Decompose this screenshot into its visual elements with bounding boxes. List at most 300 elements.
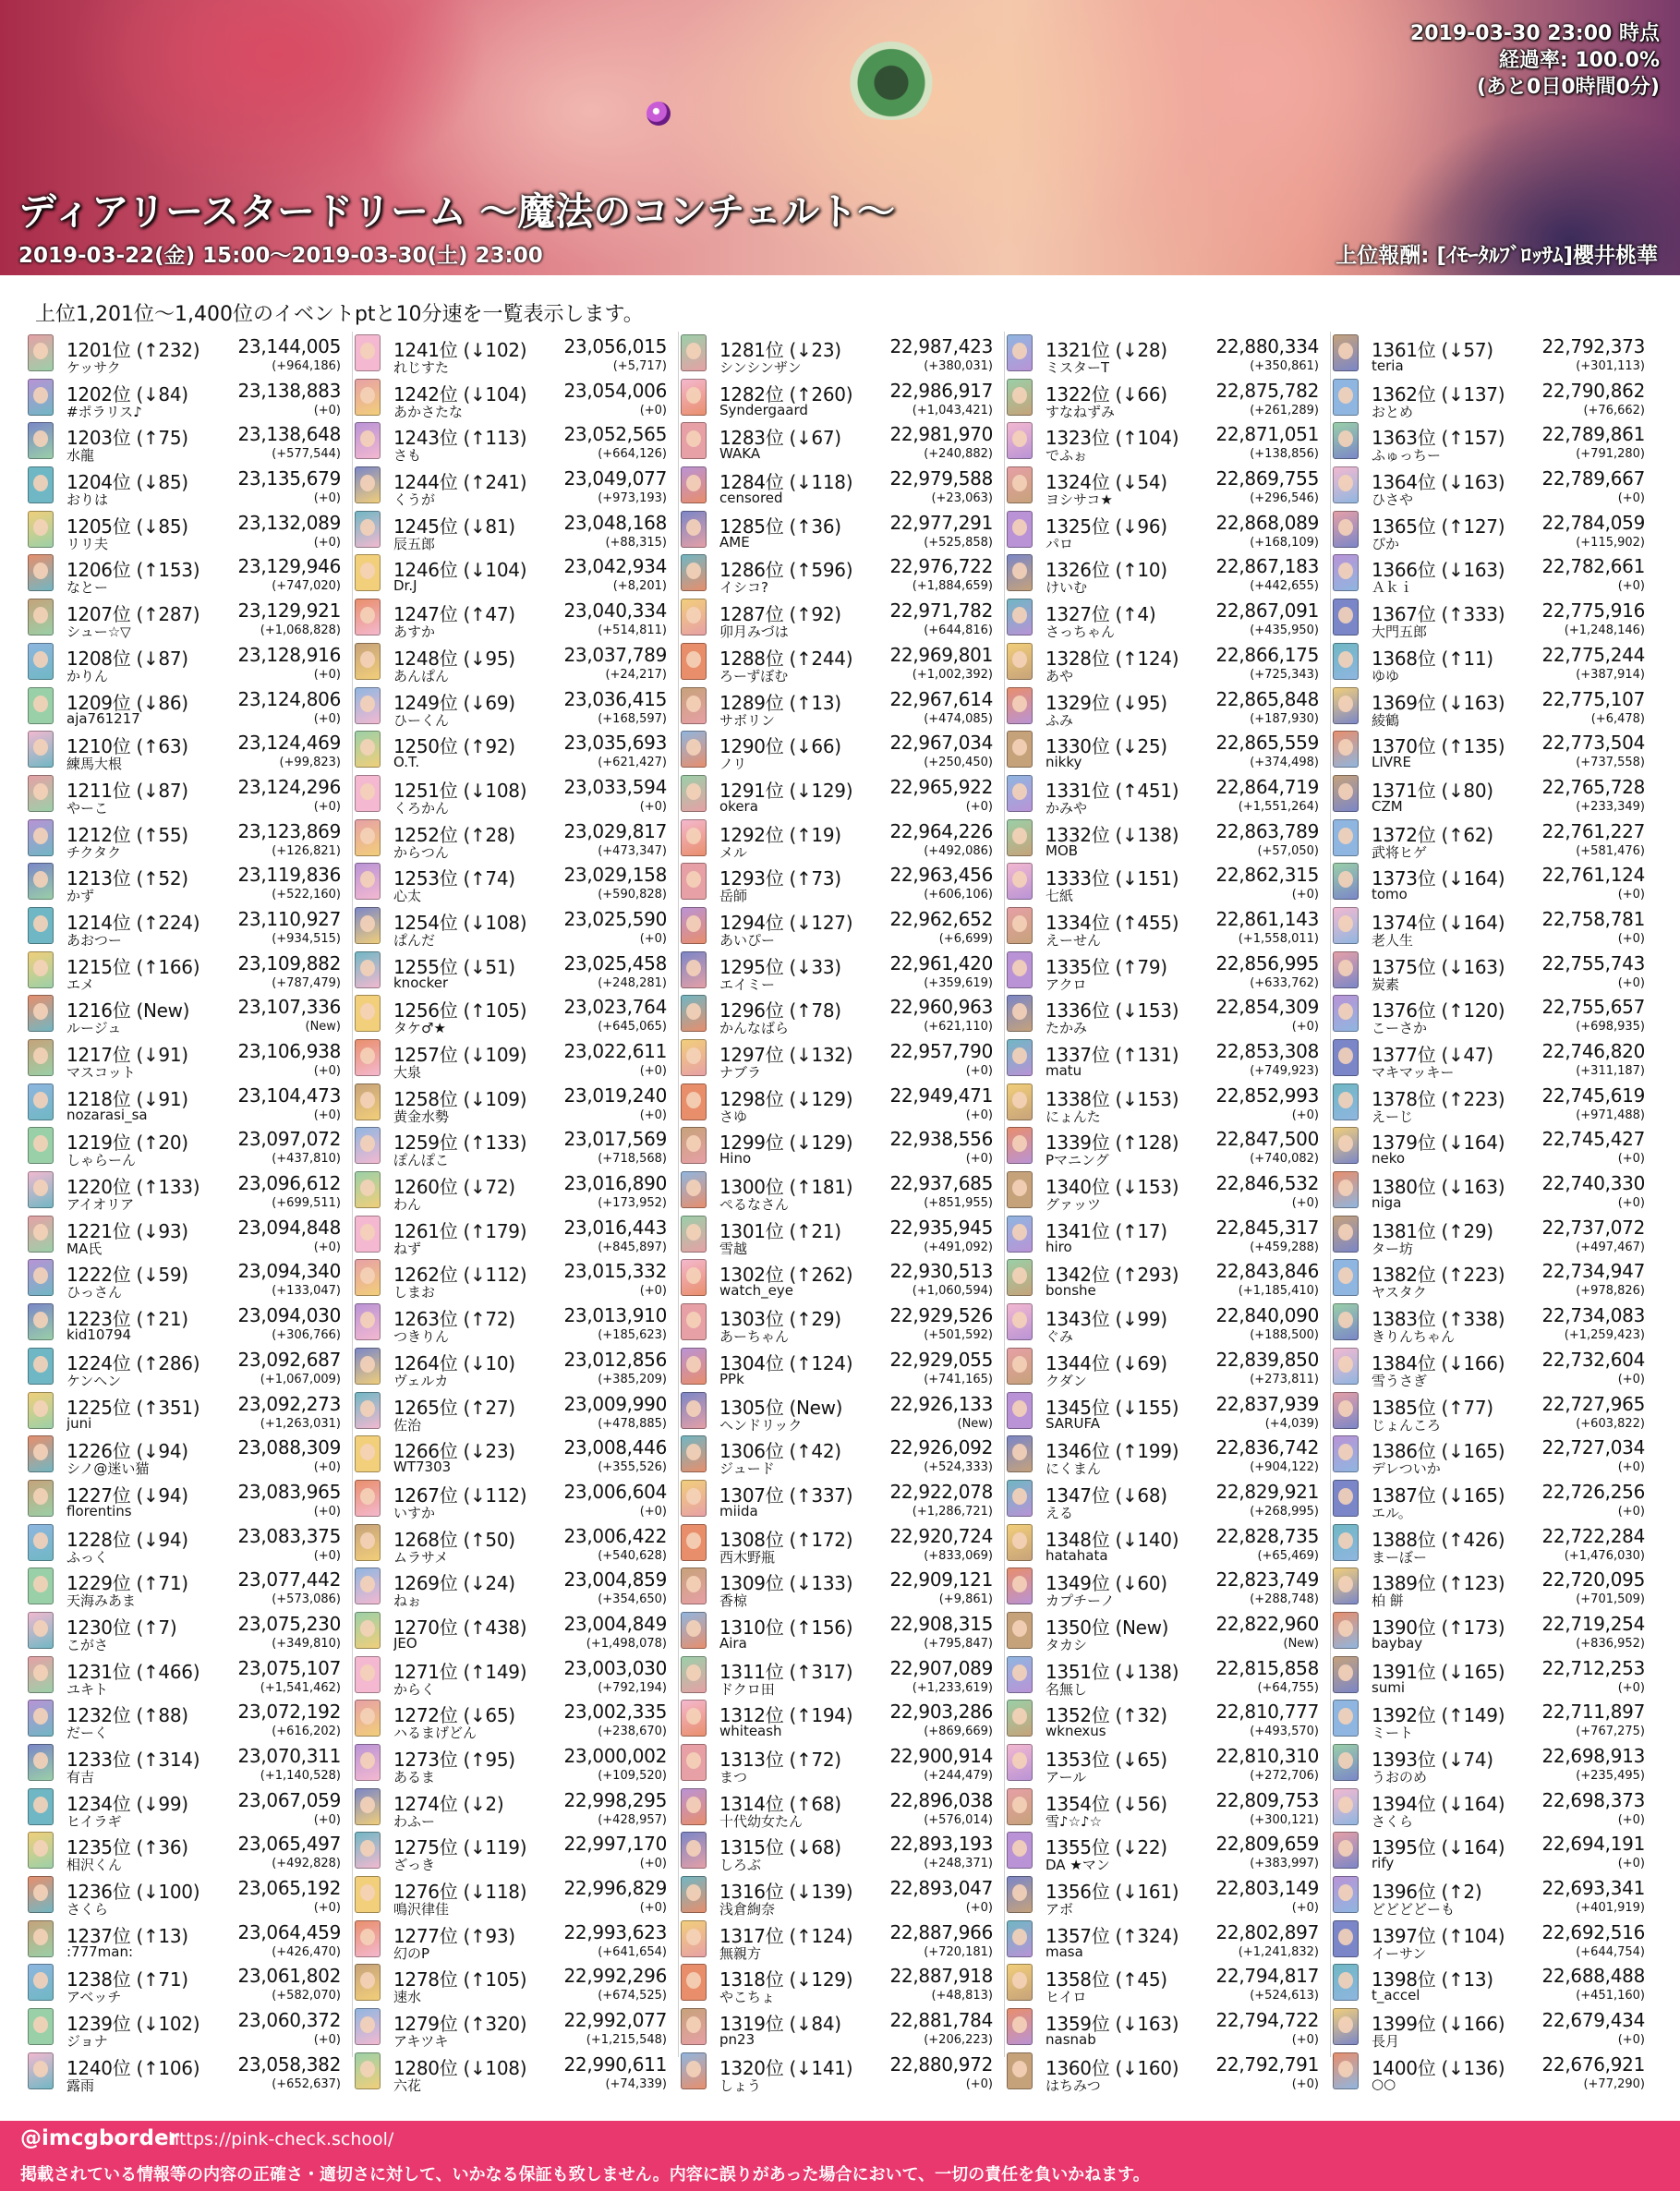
- event-points: 22,823,749: [1215, 1568, 1319, 1592]
- points-delta: (+644,754): [1576, 1944, 1645, 1959]
- player-name: ぽんぽこ: [393, 1152, 450, 1169]
- player-name: 水龍: [66, 447, 95, 465]
- event-points: 23,019,240: [563, 1083, 667, 1107]
- player-name: ふゅっちー: [1372, 447, 1442, 465]
- points-delta: (+473,347): [598, 843, 667, 858]
- player-name: whiteash: [719, 1723, 782, 1740]
- rank-label: 1244位 (↑241): [393, 471, 527, 494]
- player-name: シュー☆▽: [66, 623, 131, 641]
- points-delta: (+1,541,462): [260, 1680, 341, 1695]
- player-name: pn23: [719, 2031, 755, 2049]
- time-remaining: (あと0日0時間0分): [1476, 76, 1660, 99]
- rank-label: 1333位 (↓151): [1045, 867, 1179, 890]
- site-link[interactable]: https://pink-check.school/: [168, 2129, 394, 2149]
- rank-label: 1201位 (↑232): [66, 339, 200, 361]
- event-points: 22,720,095: [1541, 1568, 1645, 1592]
- event-points: 23,052,565: [563, 423, 667, 446]
- event-points: 22,815,858: [1215, 1656, 1319, 1679]
- rank-label: 1293位 (↑73): [719, 867, 841, 890]
- points-delta: (+238,670): [598, 1725, 667, 1739]
- avatar-icon: [1333, 1392, 1359, 1429]
- points-delta: (+0): [1617, 579, 1645, 594]
- player-name: まーぼー: [1372, 1548, 1428, 1566]
- ranking-row: [26, 1741, 352, 1785]
- player-name: まつ: [719, 1769, 748, 1785]
- avatar-icon: [1333, 1964, 1359, 2001]
- avatar-icon: [1333, 1612, 1359, 1649]
- event-points: 22,746,820: [1541, 1040, 1645, 1062]
- avatar-icon: [355, 554, 381, 591]
- event-points: 22,969,801: [889, 643, 993, 666]
- avatar-icon: [355, 907, 381, 944]
- points-delta: (+0): [1617, 1504, 1645, 1519]
- points-delta: (+741,165): [924, 1372, 993, 1386]
- event-points: 22,853,308: [1215, 1040, 1319, 1062]
- points-delta: (+185,623): [598, 1328, 667, 1343]
- ranking-row: [26, 551, 352, 596]
- ranking-row: [1005, 904, 1330, 949]
- points-delta: (+311,187): [1576, 1064, 1645, 1078]
- event-points: 23,016,443: [563, 1216, 667, 1239]
- player-name: kid10794: [66, 1326, 132, 1344]
- event-points: 23,022,611: [563, 1040, 667, 1062]
- ranking-row: [679, 1345, 1004, 1389]
- avatar-icon: [355, 687, 381, 724]
- player-name: bonshe: [1045, 1282, 1096, 1300]
- player-name: aja761217: [66, 709, 140, 727]
- ranking-row: [1331, 949, 1656, 993]
- player-name: エイミー: [719, 975, 776, 993]
- avatar-icon: [28, 1964, 54, 2001]
- points-delta: (+0): [313, 535, 341, 550]
- rank-label: 1216位 (New): [66, 999, 190, 1023]
- player-name: あいぴー: [719, 931, 776, 949]
- ranking-row: [679, 332, 1004, 376]
- rank-label: 1360位 (↓160): [1045, 2056, 1179, 2079]
- points-delta: (+1,286,721): [912, 1504, 993, 1519]
- ranking-row: [1005, 728, 1330, 772]
- player-name: AME: [719, 533, 750, 551]
- event-points: 22,692,516: [1541, 1920, 1645, 1943]
- rank-label: 1335位 (↑79): [1045, 955, 1167, 978]
- rank-label: 1376位 (↑120): [1372, 999, 1505, 1023]
- event-points: 22,961,420: [889, 951, 993, 974]
- avatar-icon: [681, 1480, 707, 1517]
- player-name: あるま: [393, 1769, 436, 1785]
- event-points: 23,009,990: [563, 1392, 667, 1415]
- avatar-icon: [355, 643, 381, 680]
- event-points: 22,900,914: [889, 1745, 993, 1767]
- points-delta: (+836,952): [1576, 1636, 1645, 1651]
- player-name: えーせん: [1045, 931, 1102, 949]
- points-delta: (+0): [1291, 2076, 1319, 2091]
- points-delta: (+273,811): [1250, 1372, 1319, 1386]
- avatar-icon: [1333, 1171, 1359, 1208]
- ranking-row: [1005, 464, 1330, 508]
- rank-label: 1297位 (↓132): [719, 1044, 853, 1066]
- ranking-row: [1331, 640, 1656, 684]
- ranking-row: [1005, 640, 1330, 684]
- rank-label: 1248位 (↓95): [393, 647, 515, 670]
- avatar-icon: [681, 2008, 707, 2045]
- ranking-row: [353, 1081, 678, 1125]
- player-name: える: [1045, 1504, 1074, 1521]
- event-points: 22,896,038: [889, 1788, 993, 1811]
- player-name: さっちゃん: [1045, 623, 1116, 641]
- ranking-row: [1005, 1565, 1330, 1609]
- rank-label: 1320位 (↓141): [719, 2056, 853, 2079]
- avatar-icon: [355, 511, 381, 548]
- avatar-icon: [681, 1392, 707, 1429]
- player-name: tomo: [1372, 886, 1408, 903]
- avatar-icon: [1333, 1303, 1359, 1340]
- ranking-row: [1331, 992, 1656, 1036]
- ranking-row: [353, 1565, 678, 1609]
- rank-label: 1383位 (↑338): [1372, 1308, 1505, 1331]
- points-delta: (+0): [1617, 491, 1645, 506]
- rank-label: 1301位 (↑21): [719, 1219, 841, 1242]
- event-points: 22,979,588: [889, 467, 993, 490]
- avatar-icon: [681, 1083, 707, 1120]
- player-name: Ａｋｉ: [1372, 579, 1414, 597]
- avatar-icon: [355, 1568, 381, 1604]
- avatar-icon: [28, 951, 54, 988]
- ranking-row: [1331, 860, 1656, 904]
- rank-label: 1315位 (↓68): [719, 1836, 841, 1859]
- points-delta: (+1,002,392): [912, 667, 993, 682]
- event-points: 23,065,497: [237, 1833, 341, 1856]
- player-name: さくら: [66, 1901, 109, 1919]
- avatar-icon: [1007, 1392, 1033, 1429]
- rank-label: 1261位 (↑179): [393, 1219, 527, 1242]
- ranking-row: [1331, 1213, 1656, 1257]
- event-points: 23,094,030: [237, 1304, 341, 1327]
- player-name: わん: [393, 1196, 422, 1214]
- avatar-icon: [1007, 1612, 1033, 1649]
- player-name: やーこ: [66, 799, 109, 817]
- player-name: 佐治: [393, 1416, 422, 1434]
- ranking-row: [1005, 1785, 1330, 1830]
- player-name: あすか: [393, 623, 436, 641]
- ranking-row: [26, 949, 352, 993]
- rank-label: 1385位 (↑77): [1372, 1396, 1493, 1419]
- player-name: おりは: [66, 491, 109, 509]
- points-delta: (+5,717): [612, 359, 667, 373]
- points-delta: (+0): [313, 1064, 341, 1078]
- player-name: 速水: [393, 1989, 422, 2006]
- points-delta: (+442,655): [1250, 579, 1319, 594]
- rank-label: 1361位 (↓57): [1372, 339, 1493, 361]
- avatar-icon: [1333, 1127, 1359, 1164]
- ranking-row: [1331, 728, 1656, 772]
- ranking-row: [26, 684, 352, 729]
- ranking-row: [353, 1213, 678, 1257]
- ranking-row: [26, 1653, 352, 1698]
- points-delta: (+514,811): [598, 623, 667, 638]
- rank-label: 1382位 (↑223): [1372, 1264, 1505, 1287]
- player-name: たかみ: [1045, 1020, 1088, 1037]
- event-points: 22,977,291: [889, 511, 993, 534]
- player-name: WT7303: [393, 1459, 452, 1476]
- points-delta: (+459,288): [1250, 1240, 1319, 1254]
- event-points: 23,036,415: [563, 687, 667, 710]
- avatar-icon: [355, 1700, 381, 1737]
- rank-label: 1337位 (↑131): [1045, 1044, 1179, 1066]
- avatar-icon: [681, 1744, 707, 1781]
- avatar-icon: [1007, 951, 1033, 988]
- player-name: からく: [393, 1680, 436, 1698]
- points-delta: (+24,217): [605, 667, 667, 682]
- avatar-icon: [1007, 2008, 1033, 2045]
- rank-label: 1249位 (↓69): [393, 691, 515, 714]
- ranking-row: [679, 1256, 1004, 1301]
- player-name: masa: [1045, 1943, 1083, 1960]
- avatar-icon: [1007, 863, 1033, 900]
- event-points: 22,727,034: [1541, 1436, 1645, 1459]
- avatar-icon: [355, 1656, 381, 1693]
- ranking-row: [1005, 1124, 1330, 1168]
- points-delta: (+0): [1291, 2033, 1319, 2048]
- ranking-row: [26, 1961, 352, 2005]
- event-points: 22,920,724: [889, 1524, 993, 1547]
- ranking-row: [679, 1477, 1004, 1521]
- avatar-icon: [28, 1127, 54, 1164]
- rank-label: 1394位 (↓164): [1372, 1792, 1505, 1815]
- rank-label: 1379位 (↓164): [1372, 1132, 1505, 1155]
- rank-label: 1319位 (↓84): [719, 2013, 841, 2036]
- points-delta: (+385,209): [598, 1372, 667, 1386]
- ranking-row: [1331, 1168, 1656, 1213]
- points-delta: (+350,861): [1250, 359, 1319, 373]
- player-name: しゃらーん: [66, 1152, 137, 1169]
- avatar-icon: [1007, 1127, 1033, 1164]
- avatar-icon: [681, 951, 707, 988]
- avatar-icon: [1333, 1259, 1359, 1296]
- avatar-icon: [28, 1259, 54, 1296]
- player-name: 雪うさぎ: [1372, 1372, 1428, 1389]
- ranking-row: [1005, 1873, 1330, 1918]
- points-delta: (+250,450): [924, 756, 993, 770]
- ranking-row: [679, 1609, 1004, 1653]
- avatar-icon: [1007, 995, 1033, 1032]
- event-points: 22,981,970: [889, 423, 993, 446]
- twitter-handle[interactable]: @imcgborder: [20, 2126, 179, 2150]
- rank-label: 1214位 (↑224): [66, 911, 200, 934]
- ranking-row: [1331, 772, 1656, 817]
- points-delta: (+133,047): [272, 1284, 341, 1299]
- points-delta: (+168,597): [598, 711, 667, 726]
- event-points: 22,745,619: [1541, 1083, 1645, 1107]
- ranking-row: [679, 860, 1004, 904]
- ranking-row: [1331, 1785, 1656, 1830]
- ranking-row: [353, 332, 678, 376]
- points-delta: (+576,014): [924, 1812, 993, 1827]
- avatar-icon: [1333, 1435, 1359, 1472]
- ranking-row: [353, 1168, 678, 1213]
- points-delta: (New): [957, 1416, 993, 1431]
- points-delta: (+1,259,423): [1564, 1328, 1645, 1343]
- points-delta: (+387,914): [1576, 667, 1645, 682]
- player-name: マキマッキー: [1372, 1064, 1455, 1081]
- ranking-row: [1331, 1124, 1656, 1168]
- ranking-columns: [26, 332, 1657, 2094]
- event-points: 22,881,784: [889, 2009, 993, 2032]
- rank-label: 1312位 (↑194): [719, 1704, 853, 1727]
- rank-label: 1307位 (↑337): [719, 1483, 853, 1507]
- event-points: 23,144,005: [237, 335, 341, 357]
- points-delta: (+1,233,619): [912, 1680, 993, 1695]
- avatar-icon: [355, 1392, 381, 1429]
- rank-label: 1303位 (↑29): [719, 1308, 841, 1331]
- points-delta: (+426,470): [272, 1944, 341, 1959]
- rank-label: 1224位 (↑286): [66, 1351, 200, 1374]
- ranking-row: [353, 551, 678, 596]
- ranking-row: [353, 1389, 678, 1434]
- avatar-icon: [1333, 379, 1359, 416]
- points-delta: (+354,650): [598, 1592, 667, 1607]
- event-points: 22,829,921: [1215, 1480, 1319, 1503]
- ranking-row: [679, 419, 1004, 464]
- event-points: 23,109,882: [237, 951, 341, 974]
- player-name: ナブラ: [719, 1064, 762, 1081]
- ranking-row: [26, 1036, 352, 1081]
- event-points: 22,908,315: [889, 1612, 993, 1635]
- player-name: 幻のP: [393, 1944, 430, 1962]
- ranking-row: [1005, 1697, 1330, 1741]
- event-points: 23,119,836: [237, 864, 341, 887]
- player-name: 十代幼女たん: [719, 1812, 804, 1830]
- points-delta: (+0): [313, 1240, 341, 1254]
- player-name: 柏 餅: [1372, 1592, 1404, 1610]
- rank-label: 1369位 (↓163): [1372, 691, 1505, 714]
- ranking-row: [1331, 596, 1656, 640]
- ranking-row: [679, 376, 1004, 420]
- points-delta: (+0): [1291, 888, 1319, 902]
- rank-label: 1264位 (↓10): [393, 1351, 515, 1374]
- ranking-row: [353, 1256, 678, 1301]
- ranking-row: [1331, 1741, 1656, 1785]
- rank-label: 1237位 (↑13): [66, 1924, 188, 1947]
- avatar-icon: [681, 863, 707, 900]
- player-name: 無親方: [719, 1944, 762, 1962]
- ranking-row: [26, 1124, 352, 1168]
- event-points: 23,003,030: [563, 1656, 667, 1679]
- ranking-row: [1331, 817, 1656, 861]
- avatar-icon: [1333, 687, 1359, 724]
- avatar-icon: [28, 1392, 54, 1429]
- points-delta: (+0): [1291, 1901, 1319, 1916]
- player-name: イーサン: [1372, 1944, 1427, 1962]
- points-delta: (+851,955): [924, 1196, 993, 1211]
- player-name: ヨシサコ★: [1045, 491, 1113, 509]
- ranking-row: [679, 1829, 1004, 1873]
- rank-label: 1330位 (↓25): [1045, 735, 1167, 758]
- rank-label: 1262位 (↓112): [393, 1264, 527, 1287]
- ranking-row: [26, 1301, 352, 1345]
- player-name: しまお: [393, 1284, 436, 1301]
- points-delta: (+641,654): [598, 1944, 667, 1959]
- ranking-row: [353, 2050, 678, 2094]
- points-delta: (+0): [1617, 1812, 1645, 1827]
- disclaimer: 掲載されている情報等の内容の正確さ・適切さに対して、いかなる保証も致しません。内容に誤りがあった場合において、一切の責任を負いかねます。: [20, 2165, 1150, 2185]
- rank-label: 1362位 (↓137): [1372, 382, 1505, 406]
- points-delta: (+0): [965, 1901, 993, 1916]
- avatar-icon: [355, 466, 381, 503]
- ranking-row: [26, 860, 352, 904]
- rank-label: 1290位 (↓66): [719, 735, 841, 758]
- avatar-icon: [28, 2008, 54, 2045]
- event-points: 22,854,309: [1215, 996, 1319, 1019]
- player-name: 心太: [393, 888, 422, 905]
- event-points: 22,790,862: [1541, 379, 1645, 402]
- player-name: 浅倉絢奈: [719, 1901, 776, 1919]
- avatar-icon: [355, 1964, 381, 2001]
- ranking-row: [1005, 419, 1330, 464]
- avatar-icon: [1333, 1876, 1359, 1913]
- player-name: 相沢くん: [66, 1857, 123, 1874]
- rank-label: 1375位 (↓163): [1372, 955, 1505, 978]
- points-delta: (+57,050): [1257, 843, 1319, 858]
- avatar-icon: [1333, 422, 1359, 459]
- event-points: 22,712,253: [1541, 1656, 1645, 1679]
- ranking-row: [1005, 1521, 1330, 1566]
- ranking-row: [1005, 1081, 1330, 1125]
- points-delta: (+0): [1617, 1857, 1645, 1871]
- player-name: watch_eye: [719, 1282, 793, 1300]
- points-delta: (+48,813): [931, 1989, 993, 2003]
- ranking-row: [679, 1697, 1004, 1741]
- points-delta: (+0): [313, 1548, 341, 1563]
- player-name: okera: [719, 797, 758, 815]
- player-name: れじすた: [393, 359, 450, 376]
- avatar-icon: [1007, 2052, 1033, 2089]
- ranking-row: [679, 551, 1004, 596]
- points-delta: (+645,065): [598, 1020, 667, 1035]
- ranking-row: [1005, 1389, 1330, 1434]
- avatar-icon: [1007, 687, 1033, 724]
- points-delta: (+0): [313, 799, 341, 814]
- points-delta: (+1,248,146): [1564, 623, 1645, 638]
- rank-label: 1314位 (↑68): [719, 1792, 841, 1815]
- player-name: だーく: [66, 1725, 109, 1742]
- avatar-icon: [1333, 554, 1359, 591]
- event-points: 22,775,916: [1541, 599, 1645, 623]
- event-points: 23,058,382: [237, 2052, 341, 2076]
- event-points: 23,110,927: [237, 907, 341, 930]
- rank-label: 1219位 (↑20): [66, 1132, 188, 1155]
- rank-label: 1304位 (↑124): [719, 1351, 853, 1374]
- points-delta: (+478,885): [598, 1416, 667, 1431]
- points-delta: (+168,109): [1250, 535, 1319, 550]
- event-points: 23,135,679: [237, 467, 341, 490]
- ranking-row: [1005, 1961, 1330, 2005]
- ranking-row: [679, 1741, 1004, 1785]
- points-delta: (+244,479): [924, 1769, 993, 1783]
- ranking-row: [26, 464, 352, 508]
- rank-label: 1277位 (↑93): [393, 1924, 515, 1947]
- avatar-icon: [1007, 907, 1033, 944]
- avatar-icon: [28, 907, 54, 944]
- event-points: 22,993,623: [563, 1920, 667, 1943]
- player-name: 露雨: [66, 2076, 95, 2094]
- player-name: チクタク: [66, 843, 122, 861]
- ranking-row: [1005, 1829, 1330, 1873]
- event-points: 22,711,897: [1541, 1701, 1645, 1724]
- points-delta: (+248,281): [598, 975, 667, 990]
- points-delta: (+1,476,030): [1564, 1548, 1645, 1563]
- rank-label: 1400位 (↓136): [1372, 2056, 1505, 2079]
- avatar-icon: [1007, 1876, 1033, 1913]
